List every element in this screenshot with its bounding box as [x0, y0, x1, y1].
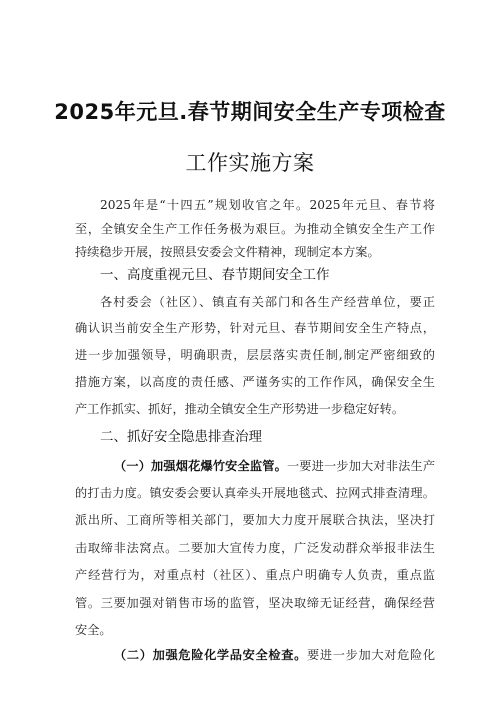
intro-line: 2025年是“十四五”规划收官之年。2025年元旦、春节将	[100, 198, 435, 212]
body-line: 的打击力度。镇安委会要认真牵头开展地毯式、拉网式排查清理。	[75, 486, 435, 500]
body-line: 进一步加强领导，明确职责，层层落实责任制,制定严密细致的	[75, 348, 435, 362]
subsection-label: （二）加强危险化学品安全检查。	[114, 648, 308, 662]
body-line: 各村委会（社区）、镇直有关部门和各生产经营单位，要正	[100, 295, 435, 309]
body-line: 派出所、工商所等相关部门，要加大力度开展联合执法，坚决打	[75, 513, 435, 527]
body-line: 击取缔非法窝点。二要加大宣传力度，广泛发动群众举报非法生	[75, 541, 435, 555]
subsection-label: （一）加强烟花爆竹安全监管。	[114, 459, 287, 473]
body-line: 确认识当前安全生产形势，针对元旦、春节期间安全生产特点，	[75, 321, 435, 335]
intro-line: 持续稳步开展，按照县安委会文件精神，现制定本方案。	[75, 245, 380, 259]
document-subtitle: 工作实施方案	[185, 151, 315, 175]
document-title: 2025年元旦.春节期间安全生产专项检查	[54, 100, 446, 124]
body-line: 安全。	[75, 623, 112, 637]
intro-line: 至，全镇安全生产工作任务极为艰巨。为推动全镇安全生产工作	[75, 222, 435, 236]
body-line: 产工作抓实、抓好，推动全镇安全生产形势进一步稳定好转。	[75, 402, 405, 416]
subsection-line	[114, 647, 435, 663]
section-heading: 二、抓好安全隐患排查治理	[100, 429, 262, 445]
subsection-text: 一要进一步加大对非法生产	[286, 459, 436, 473]
body-line: 产经营行为，对重点村（社区）、重点户明确专人负责，重点监	[75, 568, 435, 582]
section-heading: 一、高度重视元旦、春节期间安全工作	[100, 267, 330, 283]
body-line: 管。三要加强对销售市场的监管，坚决取缔无证经营，确保经营	[75, 596, 435, 610]
subsection-text: 要进一步加大对危险化	[307, 648, 436, 662]
subsection-line	[114, 458, 435, 474]
body-line: 措施方案，以高度的责任感、严谨务实的工作作风，确保安全生	[75, 375, 435, 389]
